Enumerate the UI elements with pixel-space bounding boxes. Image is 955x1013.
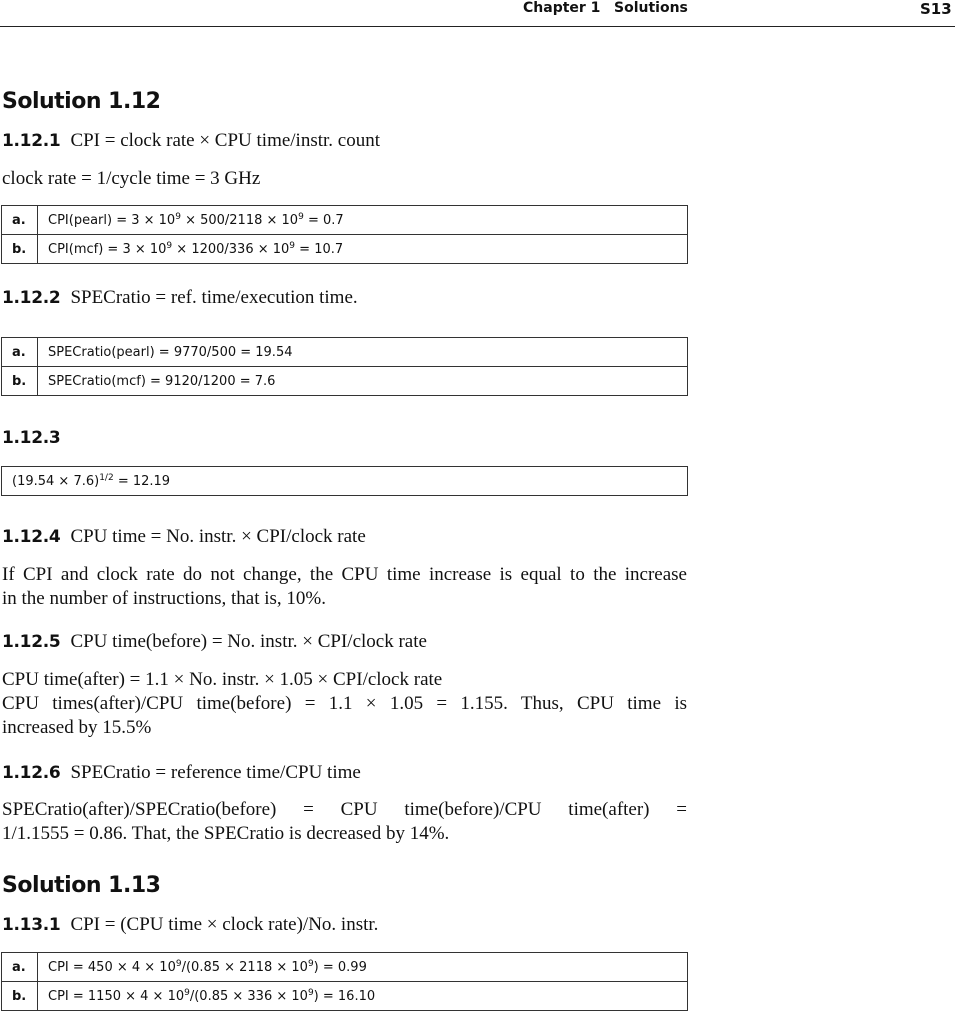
solution-112-title: Solution 1.12: [2, 89, 161, 114]
row-label: a.: [2, 206, 38, 235]
section-text: CPU time = No. instr. × CPI/clock rate: [70, 526, 366, 547]
section-number: 1.13.1: [2, 915, 61, 935]
section-number: 1.12.6: [2, 763, 61, 783]
clock-rate-line: clock rate = 1/cycle time = 3 GHz: [2, 168, 261, 189]
header-rule: [0, 26, 955, 27]
paragraph-line: increased by 15.5%: [2, 717, 152, 738]
section-1-12-3: [2, 427, 70, 449]
header-page-number: S13: [920, 0, 952, 18]
table-row: [2, 953, 688, 982]
section-1-12-1: [2, 130, 380, 152]
table-row: [2, 235, 688, 264]
solution-113-title: Solution 1.13: [2, 873, 161, 898]
section-text: SPECratio = ref. time/execution time.: [70, 287, 358, 308]
row-formula: $(19.54 \times 7.6)^{1/2} = 12.19$: [2, 467, 688, 496]
row-label: b.: [2, 982, 38, 1011]
table-row: [2, 982, 688, 1011]
paragraph-line: CPU times(after)/CPU time(before) = 1.1 × 1.05 = 1.155. Thus, CPU time is: [2, 693, 687, 714]
paragraph-line: SPECratio(after)/SPECratio(before) = CPU time(before)/CPU time(after) =: [2, 799, 687, 820]
section-number: 1.12.4: [2, 527, 61, 547]
row-label: a.: [2, 338, 38, 367]
row-formula: CPI = $450 \times 4 \times 10^9/(0.85 \times 2118 \times 10^9) = 0.99$: [38, 953, 688, 982]
row-formula: SPECratio(pearl) = 9770/500 = 19.54: [38, 338, 688, 367]
row-formula: $CPI(mcf) = 3 \times 10^9 \times 1200/336 \times 10^9 = 10.7$: [38, 235, 688, 264]
table-row: [2, 206, 688, 235]
row-label: b.: [2, 367, 38, 396]
section-1-12-6: [2, 762, 361, 784]
section-text: CPI = clock rate × CPU time/instr. count: [70, 130, 381, 151]
section-number: 1.12.5: [2, 632, 61, 652]
cpi-table-113: [1, 952, 688, 1011]
row-formula: CPI = $1150 \times 4 \times 10^9/(0.85 \times 336 \times 10^9) = 16.10$: [38, 982, 688, 1011]
row-label: b.: [2, 235, 38, 264]
cpi-table: [1, 205, 688, 264]
section-text: CPI = (CPU time × clock rate)/No. instr.: [70, 914, 379, 935]
specratio-table: [1, 337, 688, 396]
paragraph-line: 1/1.1555 = 0.86. That, the SPECratio is decreased by 14%.: [2, 823, 450, 844]
header-chapter: Chapter 1: [523, 0, 601, 16]
row-formula: SPECratio(mcf) = 9120/1200 = 7.6: [38, 367, 688, 396]
section-text: CPU time(before) = No. instr. × CPI/clock rate: [70, 631, 427, 652]
section-1-13-1: [2, 914, 378, 936]
section-number: 1.12.1: [2, 131, 61, 151]
row-formula: CPI(pearl) = $3 \times 10^9 \times 500/2118 \times 10^9 = 0.7$: [38, 206, 688, 235]
paragraph-line: in the number of instructions, that is, 10%.: [2, 588, 327, 609]
paragraph-line: CPU time(after) = 1.1 × No. instr. × 1.05 × CPI/clock rate: [2, 669, 443, 690]
row-label: a.: [2, 953, 38, 982]
table-row: [2, 367, 688, 396]
geomean-table: [1, 466, 688, 496]
section-1-12-4: [2, 526, 366, 548]
table-row: [2, 467, 688, 496]
paragraph-line: If CPI and clock rate do not change, the CPU time increase is equal to the increase: [2, 564, 687, 585]
table-row: [2, 338, 688, 367]
section-number: 1.12.3: [2, 428, 61, 448]
section-text: SPECratio = reference time/CPU time: [70, 762, 361, 783]
section-1-12-5: [2, 631, 427, 653]
section-1-12-2: [2, 287, 358, 309]
section-number: 1.12.2: [2, 288, 61, 308]
header-section: Solutions: [614, 0, 688, 16]
